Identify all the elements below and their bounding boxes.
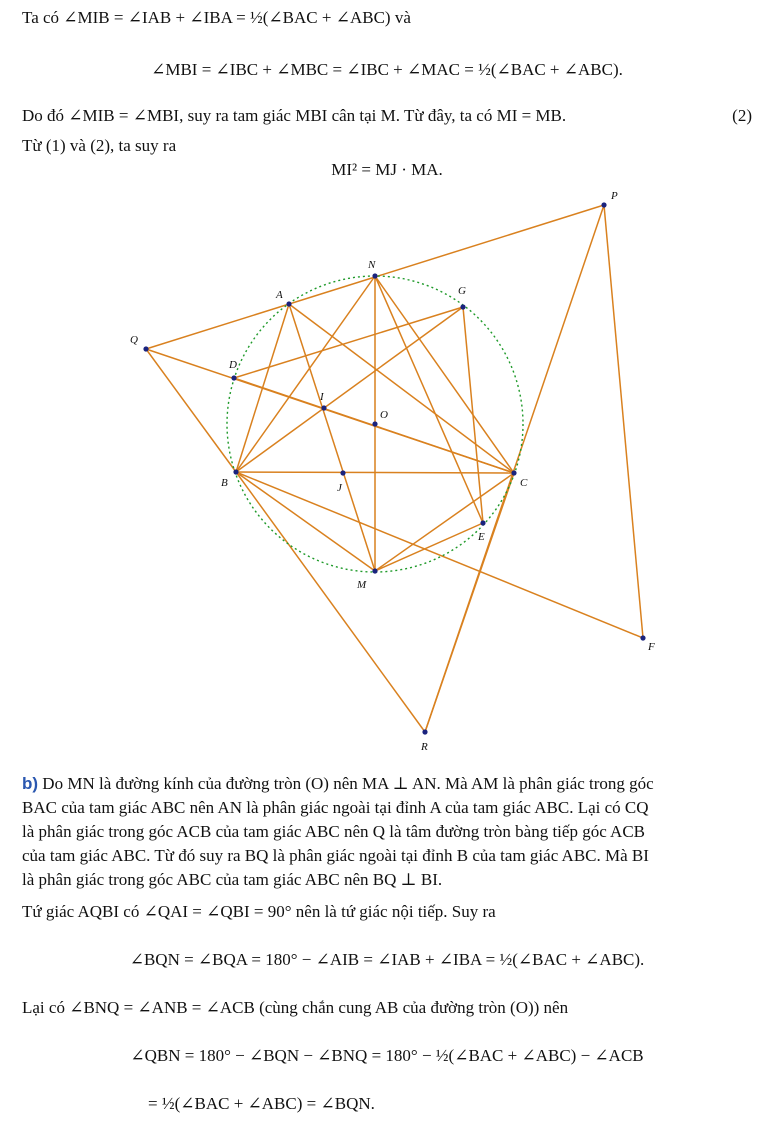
points: [143, 202, 645, 734]
label-R: R: [421, 741, 428, 753]
text-line-3: [22, 104, 752, 128]
segment-BM: [236, 472, 375, 571]
label-E: E: [478, 531, 485, 543]
segment-PF: [604, 205, 643, 638]
label-B: B: [221, 477, 228, 489]
paragraph-b-line-5: là phân giác trong góc ABC của tam giác ABC nên BQ ⊥ BI.: [22, 870, 443, 889]
label-P: P: [611, 190, 618, 202]
point-J: [340, 470, 345, 475]
equation-mbi: ∠MBI = ∠IBC + ∠MBC = ∠IBC + ∠MAC = ½(∠BAC + ∠ABC).: [151, 60, 623, 79]
equation-tag-2: (2): [732, 106, 752, 125]
segments: [146, 205, 643, 732]
segment-GE: [463, 307, 483, 523]
point-R: [422, 729, 427, 734]
label-O: O: [380, 409, 388, 421]
text-line-3-body: Do đó ∠MIB = ∠MBI, suy ra tam giác MBI cân tại M. Từ đây, ta có MI = MB.: [22, 106, 567, 125]
label-I: I: [320, 391, 324, 403]
point-C: [511, 470, 516, 475]
text-line-4: Từ (1) và (2), ta suy ra: [22, 136, 177, 155]
point-N: [372, 273, 377, 278]
paragraph-b-line-1-body: Do MN là đường kính của đường tròn (O) nên MA ⊥ AN. Mà AM là phân giác trong góc: [38, 774, 654, 793]
label-D: D: [229, 359, 237, 371]
equation-qbn: ∠QBN = 180° − ∠BQN − ∠BNQ = 180° − ½(∠BAC + ∠ABC) − ∠ACB: [130, 1046, 644, 1065]
point-O: [372, 421, 377, 426]
segment-QB: [146, 349, 236, 472]
segment-AC: [289, 304, 514, 473]
label-C: C: [520, 477, 528, 489]
text-line-1: Ta có ∠MIB = ∠IAB + ∠IBA = ½(∠BAC + ∠ABC) và: [22, 8, 411, 27]
paragraph-b-line-6: Tứ giác AQBI có ∠QAI = ∠QBI = 90° nên là tứ giác nội tiếp. Suy ra: [22, 902, 496, 921]
paragraph-b-line-3: là phân giác trong góc ACB của tam giác ABC nên Q là tâm đường tròn bàng tiếp góc ACB: [22, 822, 646, 841]
segment-ME: [375, 523, 483, 571]
equation-bqn: ∠BQN = ∠BQA = 180° − ∠AIB = ∠IAB + ∠IBA = ½(∠BAC + ∠ABC).: [129, 950, 645, 969]
label-N: N: [368, 259, 376, 271]
segment-NE: [375, 276, 483, 523]
geometry-figure: [0, 180, 780, 760]
paragraph-b-line-1: [22, 772, 752, 796]
label-A: A: [276, 289, 283, 301]
equation-mi-squared: MI² = MJ · MA.: [331, 160, 443, 179]
label-G: G: [458, 285, 466, 297]
segment-DG: [234, 307, 463, 378]
point-P: [601, 202, 606, 207]
point-D: [231, 375, 236, 380]
label-M: M: [357, 579, 367, 591]
paragraph-b-line-7: Lại có ∠BNQ = ∠ANB = ∠ACB (cùng chắn cung AB của đường tròn (O)) nên: [22, 998, 569, 1017]
paragraph-b-line-2: BAC của tam giác ABC nên AN là phân giác ngoài tại đỉnh A của tam giác ABC. Lại có CQ: [22, 798, 649, 817]
label-Q: Q: [130, 334, 138, 346]
point-E: [480, 520, 485, 525]
label-J: J: [337, 482, 342, 494]
segment-CR: [425, 473, 514, 732]
paragraph-b-line-4: của tam giác ABC. Từ đó suy ra BQ là phân giác ngoài tại đỉnh B của tam giác ABC. Mà BI: [22, 846, 649, 865]
equation-qbn-continued: = ½(∠BAC + ∠ABC) = ∠BQN.: [148, 1094, 375, 1113]
point-Q: [143, 346, 148, 351]
point-F: [640, 635, 645, 640]
part-b-label: b): [22, 774, 39, 793]
point-B: [233, 469, 238, 474]
segment-NC: [375, 276, 514, 473]
point-G: [460, 304, 465, 309]
label-F: F: [648, 641, 655, 653]
point-I: [321, 405, 326, 410]
point-M: [372, 568, 377, 573]
point-labels: [130, 190, 655, 753]
segment-NB: [236, 276, 375, 472]
segment-AM: [289, 304, 375, 571]
point-A: [286, 301, 291, 306]
